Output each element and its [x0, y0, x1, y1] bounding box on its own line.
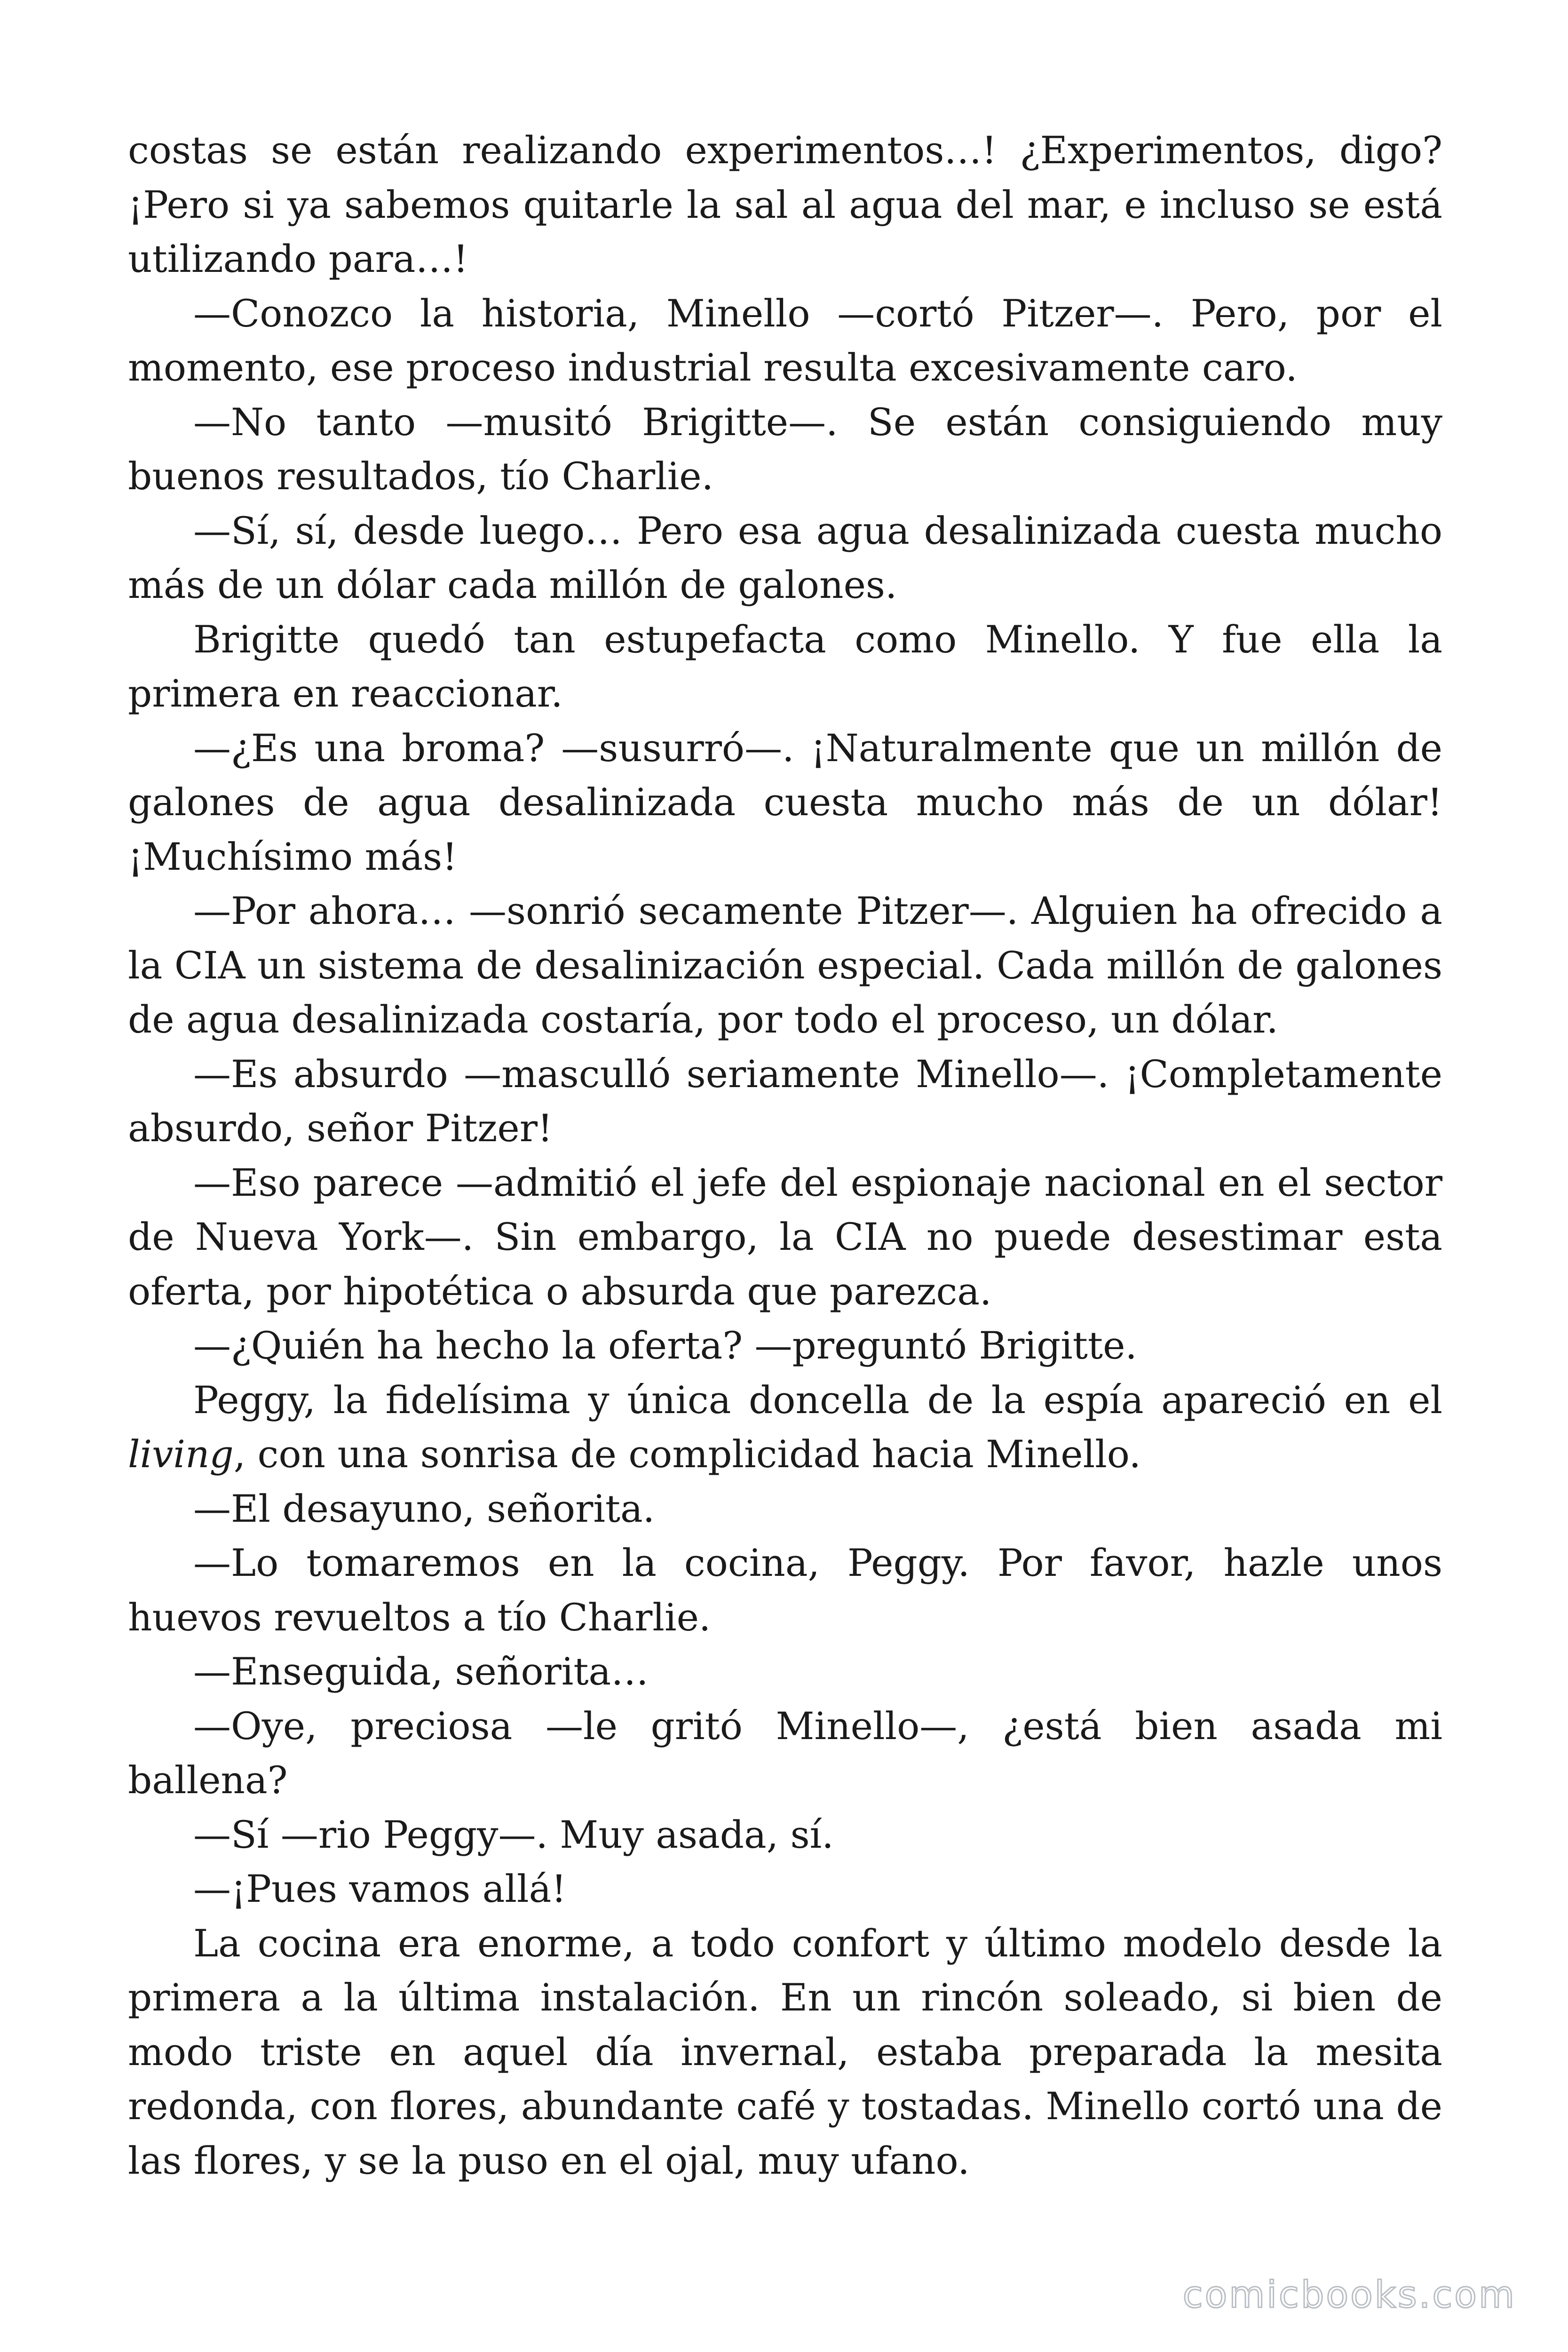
paragraph [128, 1482, 1442, 1536]
paragraph [128, 1319, 1442, 1373]
paragraph [128, 286, 1442, 395]
paragraph [128, 1862, 1442, 1916]
paragraph-text: —Sí —rio Peggy—. Muy asada, sí. [193, 1812, 834, 1857]
paragraph-text: Peggy, la fidelísima y única doncella de la espía apareció en el [193, 1378, 1442, 1422]
paragraph [128, 1373, 1442, 1482]
paragraph [128, 123, 1442, 286]
paragraph-text: —Sí, sí, desde luego… Pero esa agua desalinizada cuesta mucho más de un dólar cada millón de galones. [128, 509, 1442, 607]
paragraph-text: —¿Es una broma? —susurró—. ¡Naturalmente que un millón de galones de agua desalinizada cuesta mucho más de un dólar! ¡Muchísimo más! [128, 726, 1442, 879]
paragraph-text: Brigitte quedó tan estupefacta como Minello. Y fue ella la primera en reaccionar. [128, 617, 1442, 715]
paragraph-text: —Eso parece —admitió el jefe del espionaje nacional en el sector de Nueva York—. Sin embargo, la CIA no puede desestimar esta oferta, por hipotética o absurda que parezca. [128, 1160, 1442, 1313]
paragraph-text: —¡Pues vamos allá! [193, 1867, 567, 1911]
paragraph-text: —El desayuno, señorita. [193, 1486, 655, 1531]
paragraph [128, 1047, 1442, 1156]
paragraph-text: —No tanto —musitó Brigitte—. Se están consiguiendo muy buenos resultados, tío Charlie. [128, 400, 1442, 498]
paragraph [128, 884, 1442, 1047]
paragraph-text: —Enseguida, señorita… [193, 1650, 649, 1693]
paragraph [128, 1645, 1442, 1699]
page-body [128, 123, 1442, 2188]
paragraph-text: —Es absurdo —masculló seriamente Minello—. ¡Completamente absurdo, señor Pitzer! [128, 1052, 1442, 1150]
paragraph [128, 1916, 1442, 2188]
paragraph [128, 1536, 1442, 1645]
paragraph [128, 395, 1442, 504]
paragraph-text: , con una sonrisa de complicidad hacia Minello. [233, 1432, 1141, 1476]
paragraph-text: costas se están realizando experimentos…! ¿Experimentos, digo? ¡Pero si ya sabemos quitarle la sal al agua del mar, e incluso se está utilizando para…! [128, 128, 1442, 281]
paragraph [128, 721, 1442, 884]
paragraph-text: —Oye, preciosa —le gritó Minello—, ¿está bien asada mi ballena? [128, 1704, 1442, 1802]
paragraph-text: —¿Quién ha hecho la oferta? —preguntó Brigitte. [193, 1324, 1137, 1367]
paragraph [128, 1699, 1442, 1808]
italic-text: living [128, 1432, 234, 1476]
paragraph [128, 504, 1442, 612]
paragraph-text: —Por ahora… —sonrió secamente Pitzer—. Alguien ha ofrecido a la CIA un sistema de desalinización especial. Cada millón de galones de agua desalinizada costaría, por todo el proceso, un dólar. [128, 889, 1442, 1041]
paragraph [128, 1156, 1442, 1319]
paragraph-text: —Conozco la historia, Minello —cortó Pitzer—. Pero, por el momento, ese proceso industrial resulta excesivamente caro. [128, 291, 1442, 389]
paragraph [128, 612, 1442, 721]
paragraph-text: La cocina era enorme, a todo confort y último modelo desde la primera a la última instalación. En un rincón soleado, si bien de modo triste en aquel día invernal, estaba preparada la mesita redonda, con flores, abundante café y tostadas. Minello cortó una de las flores, y se la puso en el ojal, muy ufano. [128, 1921, 1442, 2183]
watermark: comicbooks.com [1182, 2274, 1516, 2316]
paragraph-text: —Lo tomaremos en la cocina, Peggy. Por favor, hazle unos huevos revueltos a tío Charlie. [128, 1541, 1442, 1639]
paragraph [128, 1808, 1442, 1862]
